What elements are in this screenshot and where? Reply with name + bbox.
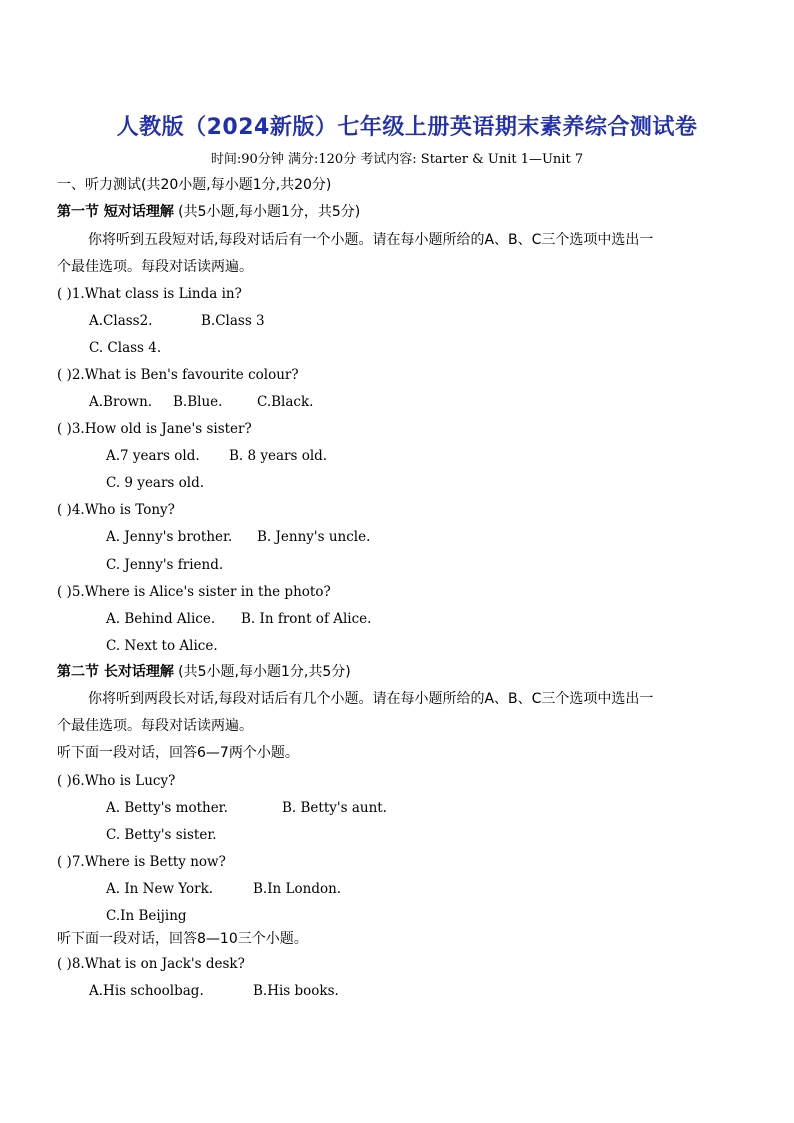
- question-8: ( )8.What is on Jack's desk?: [57, 956, 245, 972]
- q2-option-a: A.Brown.: [89, 394, 153, 410]
- part2-heading: 第二节 长对话理解: [57, 664, 174, 680]
- part2-header: [57, 663, 351, 681]
- exam-meta: 时间:90分钟 满分:120分 考试内容: Starter & Unit 1—Unit 7: [210, 152, 584, 167]
- q8-option-a: A.His schoolbag.: [89, 983, 204, 999]
- q3-option-c: C. 9 years old.: [106, 475, 205, 491]
- q1-option-a: A.Class2.: [89, 313, 153, 329]
- part1-heading: 第一节 短对话理解: [57, 204, 174, 220]
- part1-instruction-line2: 个最佳选项。每段对话读两遍。: [57, 259, 253, 275]
- q6-option-a: A. Betty's mother.: [106, 800, 228, 816]
- q2-option-c: C.Black.: [257, 394, 314, 410]
- section-heading: 一、听力测试(共20小题,每小题1分,共20分): [57, 177, 332, 193]
- q5-option-a: A. Behind Alice.: [106, 611, 216, 627]
- q5-option-b: B. In front of Alice.: [241, 611, 372, 627]
- q1-option-c: C. Class 4.: [89, 340, 162, 356]
- listen-instruction-1: 听下面一段对话，回答6—7两个小题。: [57, 745, 299, 761]
- question-7: ( )7.Where is Betty now?: [57, 854, 226, 870]
- part1-note: (共5小题,每小题1分，共5分): [178, 204, 361, 220]
- q6-option-c: C. Betty's sister.: [106, 827, 217, 843]
- part2-note: (共5小题,每小题1分,共5分): [178, 664, 351, 680]
- q3-option-a: A.7 years old.: [106, 448, 200, 464]
- part2-instruction-line1: 你将听到两段长对话,每段对话后有几个小题。请在每小题所给的A、B、C三个选项中选出一: [88, 691, 654, 707]
- q8-option-b: B.His books.: [253, 983, 339, 999]
- q4-option-c: C. Jenny's friend.: [106, 557, 224, 573]
- q3-option-b: B. 8 years old.: [229, 448, 328, 464]
- part2-instruction-line2: 个最佳选项。每段对话读两遍。: [57, 718, 253, 734]
- q1-option-b: B.Class 3: [201, 313, 265, 329]
- question-3: ( )3.How old is Jane's sister?: [57, 421, 252, 437]
- part1-instruction-line1: 你将听到五段短对话,每段对话后有一个小题。请在每小题所给的A、B、C三个选项中选出一: [88, 232, 654, 248]
- q2-option-b: B.Blue.: [173, 394, 223, 410]
- exam-title: 人教版（2024新版）七年级上册英语期末素养综合测试卷: [116, 115, 698, 140]
- q4-option-a: A. Jenny's brother.: [106, 529, 233, 545]
- question-5: ( )5.Where is Alice's sister in the photo?: [57, 584, 331, 600]
- q4-option-b: B. Jenny's uncle.: [257, 529, 371, 545]
- q7-option-a: A. In New York.: [106, 881, 214, 897]
- q7-option-b: B.In London.: [253, 881, 342, 897]
- q6-option-b: B. Betty's aunt.: [282, 800, 387, 816]
- q5-option-c: C. Next to Alice.: [106, 638, 218, 654]
- question-4: ( )4.Who is Tony?: [57, 502, 175, 518]
- question-1: ( )1.What class is Linda in?: [57, 286, 242, 302]
- question-6: ( )6.Who is Lucy?: [57, 773, 176, 789]
- question-2: ( )2.What is Ben's favourite colour?: [57, 367, 299, 383]
- q7-option-c: C.In Beijing: [106, 908, 187, 924]
- part1-header: [57, 203, 360, 221]
- listen-instruction-2: 听下面一段对话，回答8—10三个小题。: [57, 931, 308, 947]
